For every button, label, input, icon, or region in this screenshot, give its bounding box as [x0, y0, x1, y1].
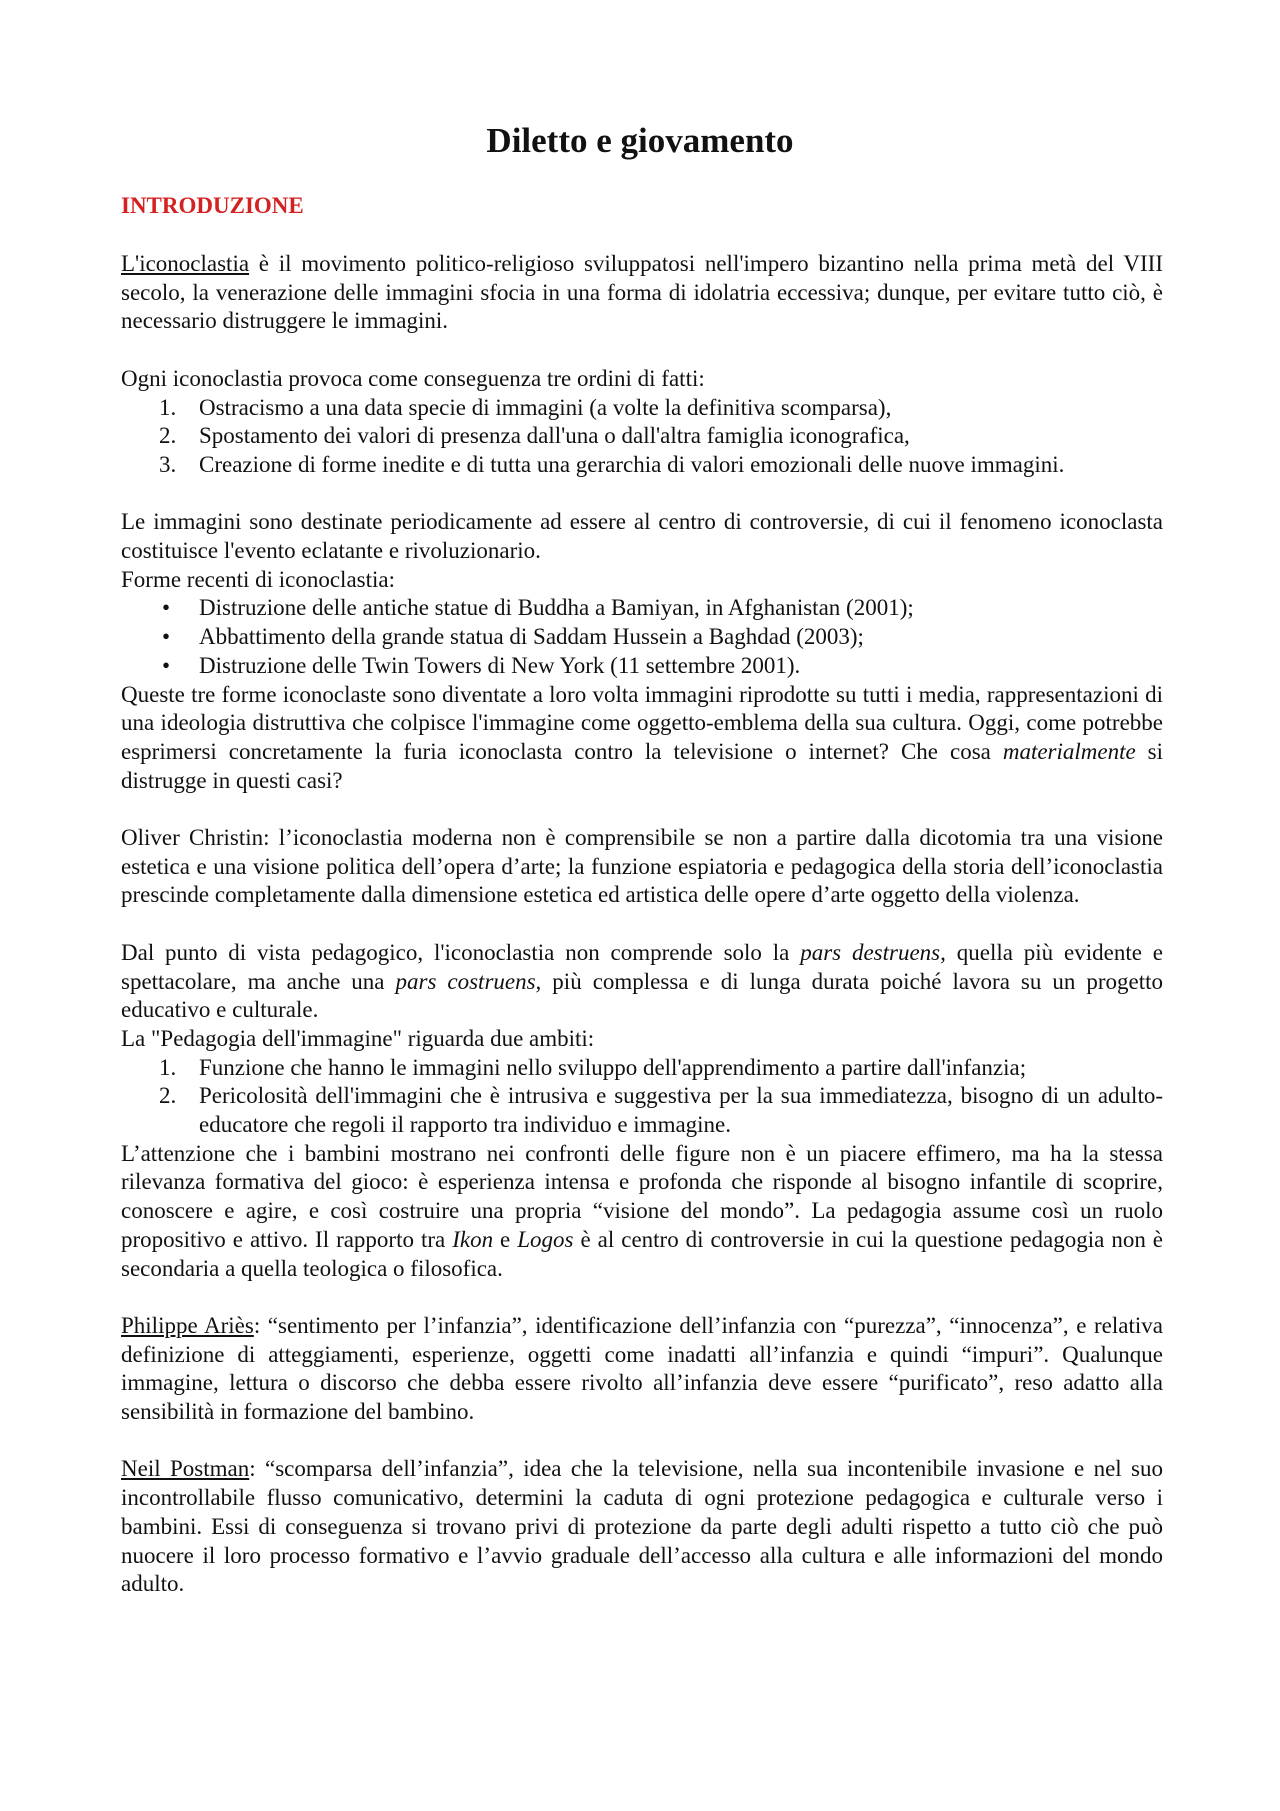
list-number: 3. [159, 451, 177, 477]
list-number: 2. [159, 1083, 177, 1109]
bullet-icon: • [162, 595, 171, 621]
list-item: • Distruzione delle antiche statue di Buddha a Bamiyan, in Afghanistan (2001); [121, 594, 1163, 623]
list-item: 2. Spostamento dei valori di presenza dall'una o dall'altra famiglia iconografica, [121, 422, 1163, 451]
underlined-author: Philippe Ariès [121, 1312, 254, 1338]
paragraph-iconoclastia-definition: L'iconoclastia è il movimento politico-religioso sviluppatosi nell'impero bizantino nella prima metà del VIII secolo, la venerazione delle immagini sfocia in una forma di idolatria eccessiva; dunque, per evitare tutto ciò, è necessario distruggere le immagini. [121, 251, 1163, 334]
paragraph-media: Queste tre forme iconoclaste sono diventate a loro volta immagini riprodotte su tutti i media, rappresentazioni di una ideologia distruttiva che colpisce l'immagine come oggetto-emblema della sua cultura. Oggi, come potrebbe esprimersi concretamente la furia iconoclasta contro la televisione o internet? Che cosa materialmente si distrugge in questi casi? [121, 681, 1163, 793]
paragraph-postman: Neil Postman: “scomparsa dell’infanzia”, idea che la televisione, nella sua incontenibile invasione e nel suo incontrollabile flusso comunicativo, determini la caduta di ogni protezione pedagogica e culturale verso i bambini. Essi di conseguenza si trovano privi di protezione da parte degli adulti rispetto a tutto ciò che può nuocere il loro processo formativo e l’avvio graduale dell’accesso alla cultura e alle informazioni del mondo adulto. [121, 1456, 1163, 1597]
numbered-list-ambiti [121, 1054, 1163, 1140]
paragraph-aries: Philippe Ariès: “sentimento per l’infanzia”, identificazione dell’infanzia con “purezza”, “innocenza”, e relativa definizione di atteggiamenti, esperienze, oggetti come inadatti all’infanzia e quindi “impuri”. Qualunque immagine, lettura o discorso che debba essere rivolto all’infanzia deve essere “purificato”, reso adatto alla sensibilità in formazione del bambino. [121, 1312, 1163, 1425]
paragraph-pedagogia-immagine: La "Pedagogia dell'immagine" riguarda due ambiti: [121, 1025, 595, 1051]
document-title: Diletto e giovamento [486, 121, 794, 160]
list-number: 2. [159, 423, 177, 449]
bullet-icon: • [162, 624, 171, 650]
list-item: • Distruzione delle Twin Towers di New York (11 settembre 2001). [121, 652, 1163, 681]
underlined-term: L'iconoclastia [121, 251, 250, 276]
bullet-icon: • [162, 652, 171, 678]
numbered-list-conseguenze [121, 394, 1163, 480]
list-number: 1. [159, 1054, 177, 1080]
paragraph-pars-destruens: Dal punto di vista pedagogico, l'iconoclastia non comprende solo la pars destruens, quella più evidente e spettacolare, ma anche una pars costruens, più complessa e di lunga durata poiché lavora su un progetto educativo e culturale. [121, 939, 1164, 1023]
list-item: 2. Pericolosità dell'immagini che è intrusiva e suggestiva per la sua immediatezza, bisogno di un adulto-educatore che regoli il rapporto tra individuo e immagine. [159, 1083, 1163, 1138]
list-number: 1. [159, 394, 177, 420]
underlined-author: Neil Postman [121, 1456, 250, 1482]
paragraph-conseguenze-intro: Ogni iconoclastia provoca come conseguenza tre ordini di fatti: [121, 365, 705, 391]
list-item: • Abbattimento della grande statua di Saddam Hussein a Baghdad (2003); [121, 623, 1163, 652]
paragraph-attenzione-bambini: L’attenzione che i bambini mostrano nei confronti delle figure non è un piacere effimero, ma ha la stessa rilevanza formativa del gioco: è esperienza intensa e profonda che risponde al bisogno infantile di scoprire, conoscere e agire, e così costruire una propria “visione del mondo”. La pedagogia assume così un ruolo propositivo e attivo. Il rapporto tra Ikon e Logos è al centro di controversie in cui la questione pedagogia non è secondaria a quella teologica o filosofica. [121, 1140, 1163, 1281]
list-item: 1. Ostracismo a una data specie di immagini (a volte la definitiva scomparsa), [121, 394, 1163, 423]
list-item: 1. Funzione che hanno le immagini nello sviluppo dell'apprendimento a partire dall'infanzia; [121, 1054, 1163, 1083]
list-item: 3. Creazione di forme inedite e di tutta una gerarchia di valori emozionali delle nuove immagini. [121, 451, 1163, 480]
paragraph-christin: Oliver Christin: l’iconoclastia moderna non è comprensibile se non a partire dalla dicotomia tra una visione estetica e una visione politica dell’opera d’arte; la funzione espiatoria e pedagogica della storia dell’iconoclastia prescinde completamente dalla dimensione estetica ed artistica delle opere d’arte oggetto della violenza. [121, 825, 1163, 908]
document-body [121, 250, 1163, 1599]
bullet-list-forme-recenti [121, 594, 1163, 680]
paragraph-forme-recenti: Forme recenti di iconoclastia: [121, 566, 395, 592]
paragraph-controversie: Le immagini sono destinate periodicamente ad essere al centro di controversie, di cui il fenomeno iconoclasta costituisce l'evento eclatante e rivoluzionario. [121, 509, 1163, 563]
section-heading: INTRODUZIONE [121, 193, 304, 218]
